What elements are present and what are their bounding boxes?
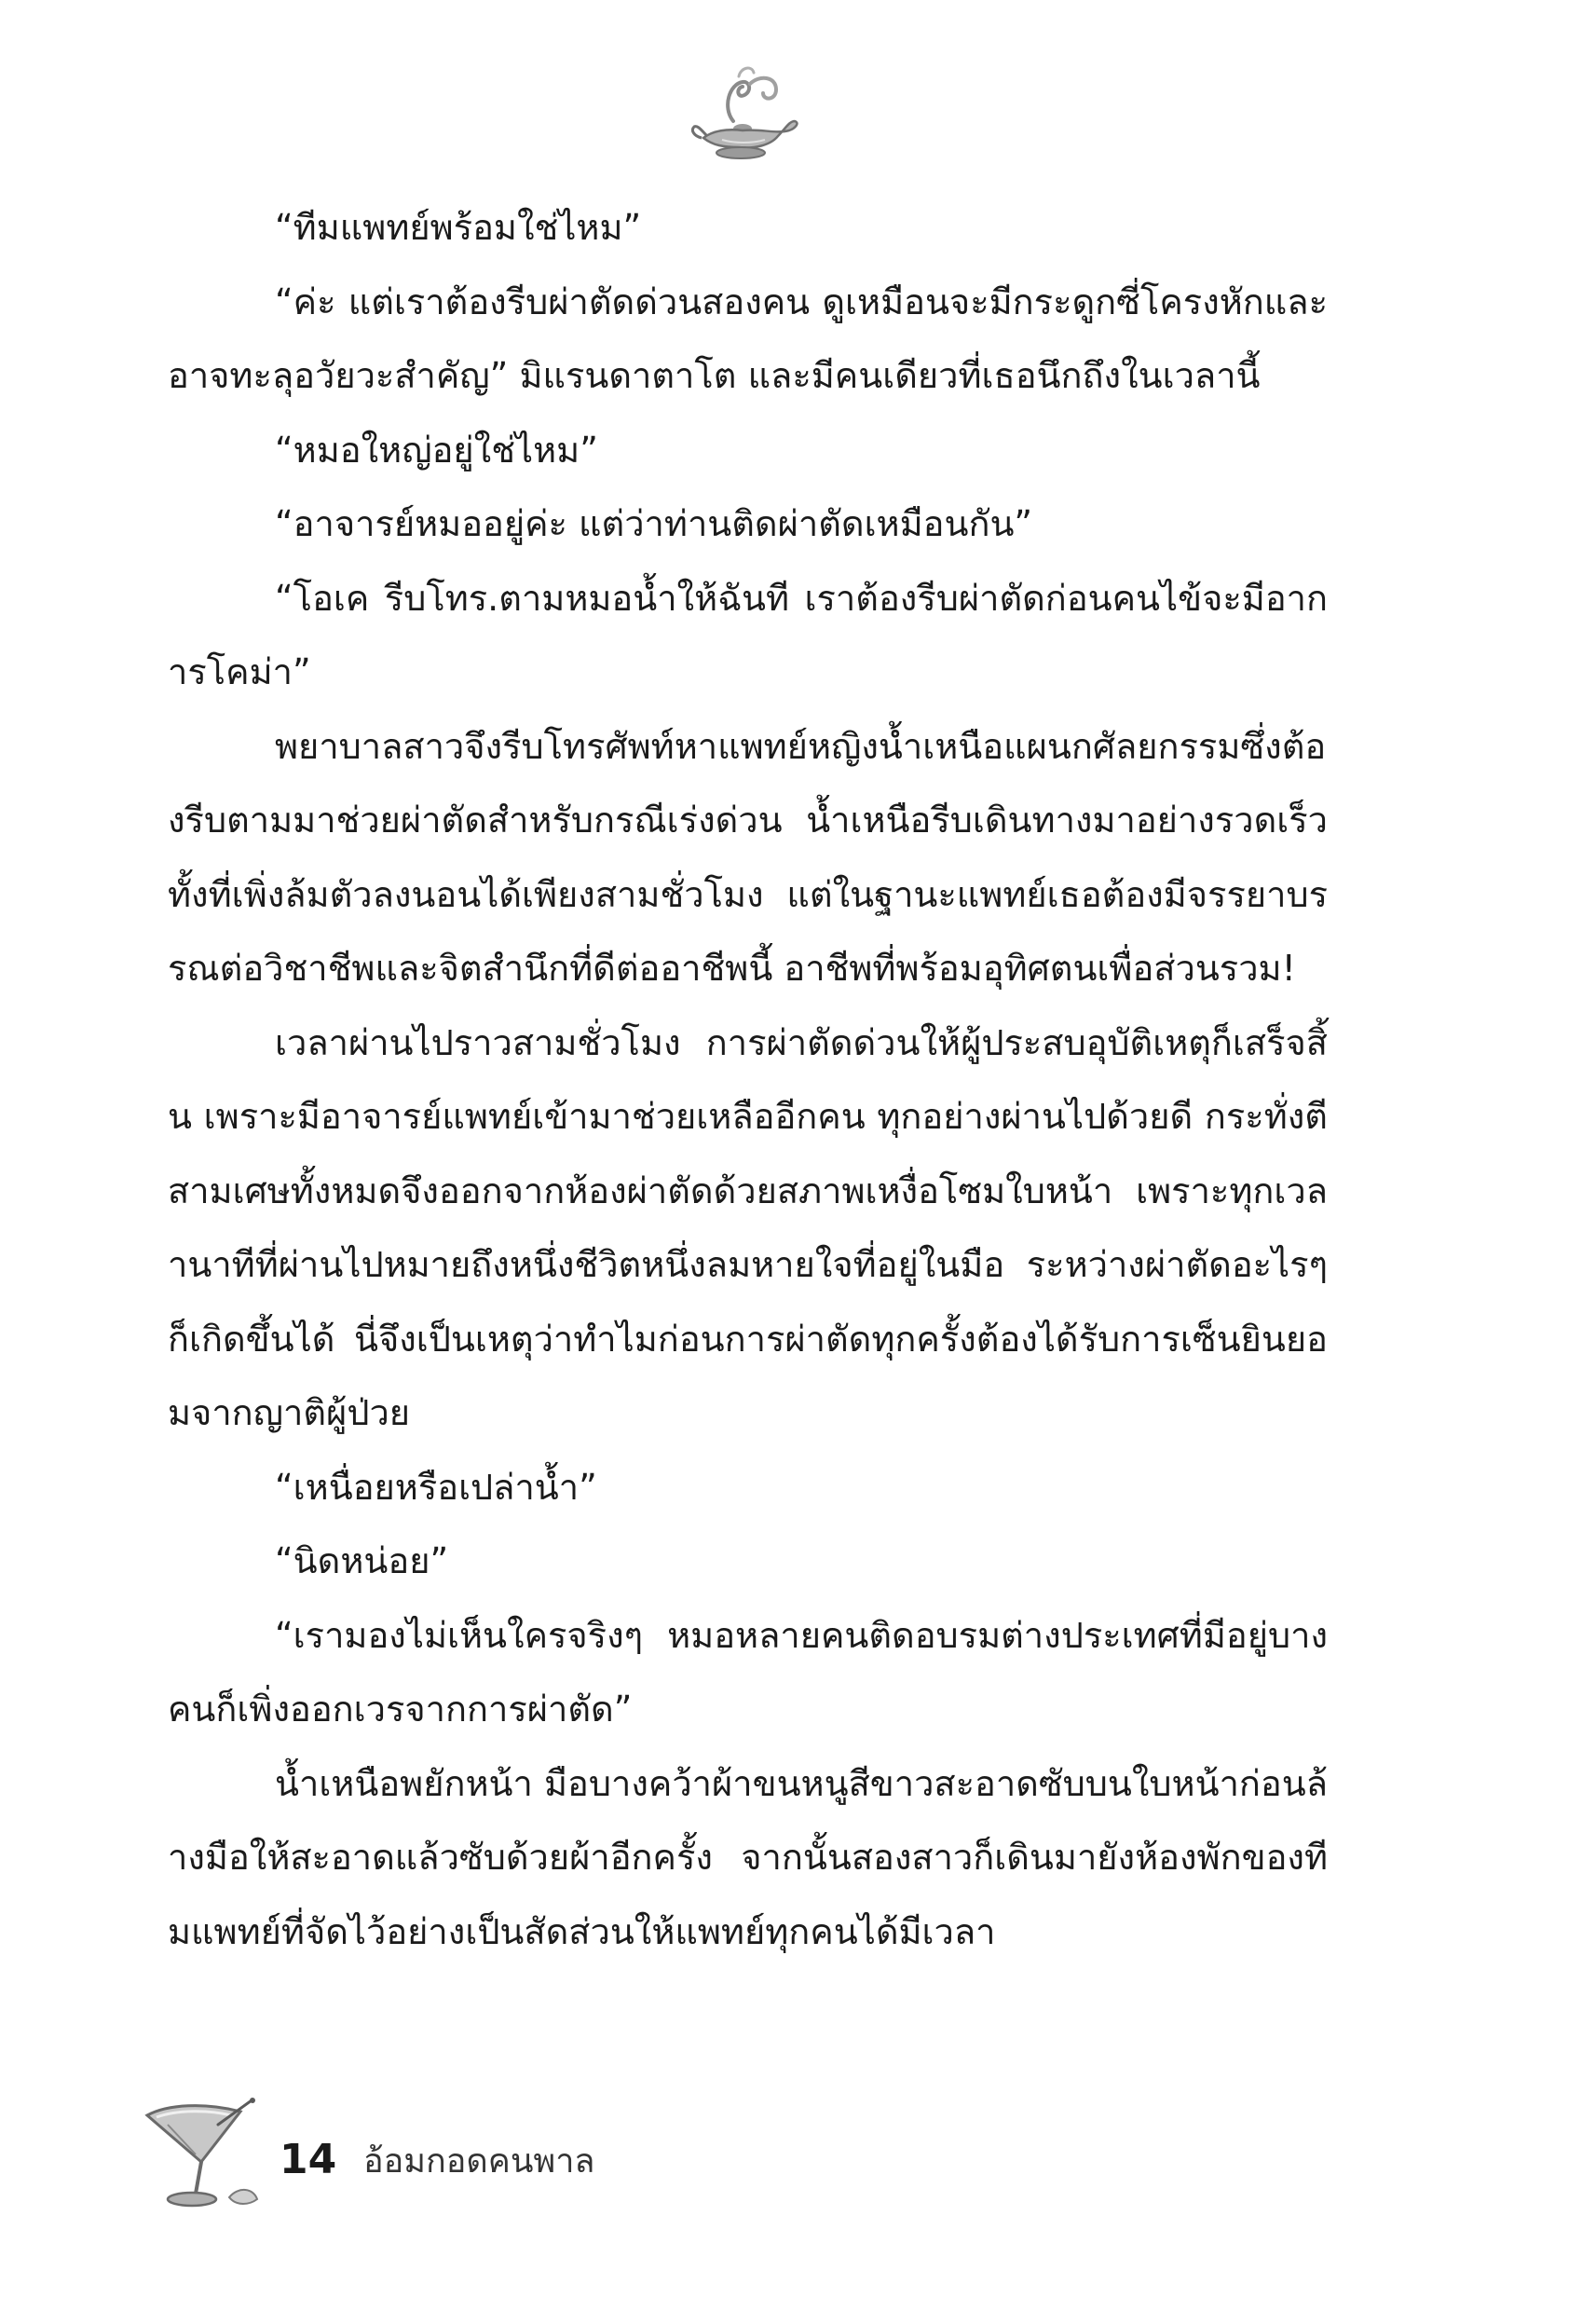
paragraph: “เรามองไม่เห็นใครจริงๆ หมอหลายคนติดอบรมต่างประเทศที่มีอยู่บางคนก็เพิ่งออกเวรจากการผ่าตัด” [168,1614,1328,1730]
paragraph: พยาบาลสาวจึงรีบโทรศัพท์หาแพทย์หญิงน้ำเหนือแผนกศัลยกรรมซึ่งต้องรีบตามมาช่วยผ่าตัดสำหรับกรณีเร่งด่วน น้ำเหนือรีบเดินทางมาอย่างรวดเร็วทั้งที่เพิ่งล้มตัวลงนอนได้เพียงสามชั่วโมง แต่ในฐานะแพทย์เธอต้องมีจรรยาบรรณต่อวิชาชีพและจิตสำนึกที่ดีต่ออาชีพนี้ อาชีพที่พร้อมอุทิศตนเพื่อส่วนรวม! [168,725,1328,989]
page-footer [140,2097,792,2218]
paragraph: เวลาผ่านไปราวสามชั่วโมง การผ่าตัดด่วนให้ผู้ประสบอุบัติเหตุก็เสร็จสิ้น เพราะมีอาจารย์แพทย์เข้ามาช่วยเหลืออีกคน ทุกอย่างผ่านไปด้วยดี กระทั่งตีสามเศษทั้งหมดจึงออกจากห้องผ่าตัดด้วยสภาพเหงื่อโซมใบหน้า เพราะทุกเวลานาทีที่ผ่านไปหมายถึงหนึ่งชีวิตหนึ่งลมหายใจที่อยู่ในมือ ระหว่างผ่าตัดอะไรๆ ก็เกิดขึ้นได้ นี่จึงเป็นเหตุว่าทำไมก่อนการผ่าตัดทุกครั้งต้องได้รับการเซ็นยินยอมจากญาติผู้ป่วย [168,1021,1328,1433]
paragraph: “ค่ะ แต่เราต้องรีบผ่าตัดด่วนสองคน ดูเหมือนจะมีกระดูกซี่โครงหักและอาจทะลุอวัยวะสำคัญ” มิแรนดาตาโต และมีคนเดียวที่เธอนึกถึงในเวลานี้ [168,280,1328,396]
paragraph: น้ำเหนือพยักหน้า มือบางคว้าผ้าขนหนูสีขาวสะอาดซับบนใบหน้าก่อนล้างมือให้สะอาดแล้วซับด้วยผ้าอีกครั้ง จากนั้นสองสาวก็เดินมายังห้องพักของทีมแพทย์ที่จัดไว้อย่างเป็นสัดส่วนให้แพทย์ทุกคนได้มีเวลา [168,1762,1328,1952]
paragraph: “โอเค รีบโทร.ตามหมอน้ำให้ฉันที เราต้องรีบผ่าตัดก่อนคนไข้จะมีอาการโคม่า” [168,577,1328,692]
body-text [168,191,1328,1969]
paragraph: “ทีมแพทย์พร้อมใช่ไหม” [275,207,642,248]
paragraph: “เหนื่อยหรือเปล่าน้ำ” [275,1466,597,1508]
paragraph: “หมอใหญ่อยู่ใช่ไหม” [275,429,598,471]
magic-lamp-icon [685,56,806,168]
paragraph: “อาจารย์หมออยู่ค่ะ แต่ว่าท่านติดผ่าตัดเหมือนกัน” [275,503,1033,544]
paragraph: “นิดหน่อย” [275,1540,449,1581]
page-number: 14 [280,2136,337,2183]
cocktail-glass-icon [140,2097,270,2218]
book-title: อ้อมกอดคนพาล [363,2142,595,2181]
